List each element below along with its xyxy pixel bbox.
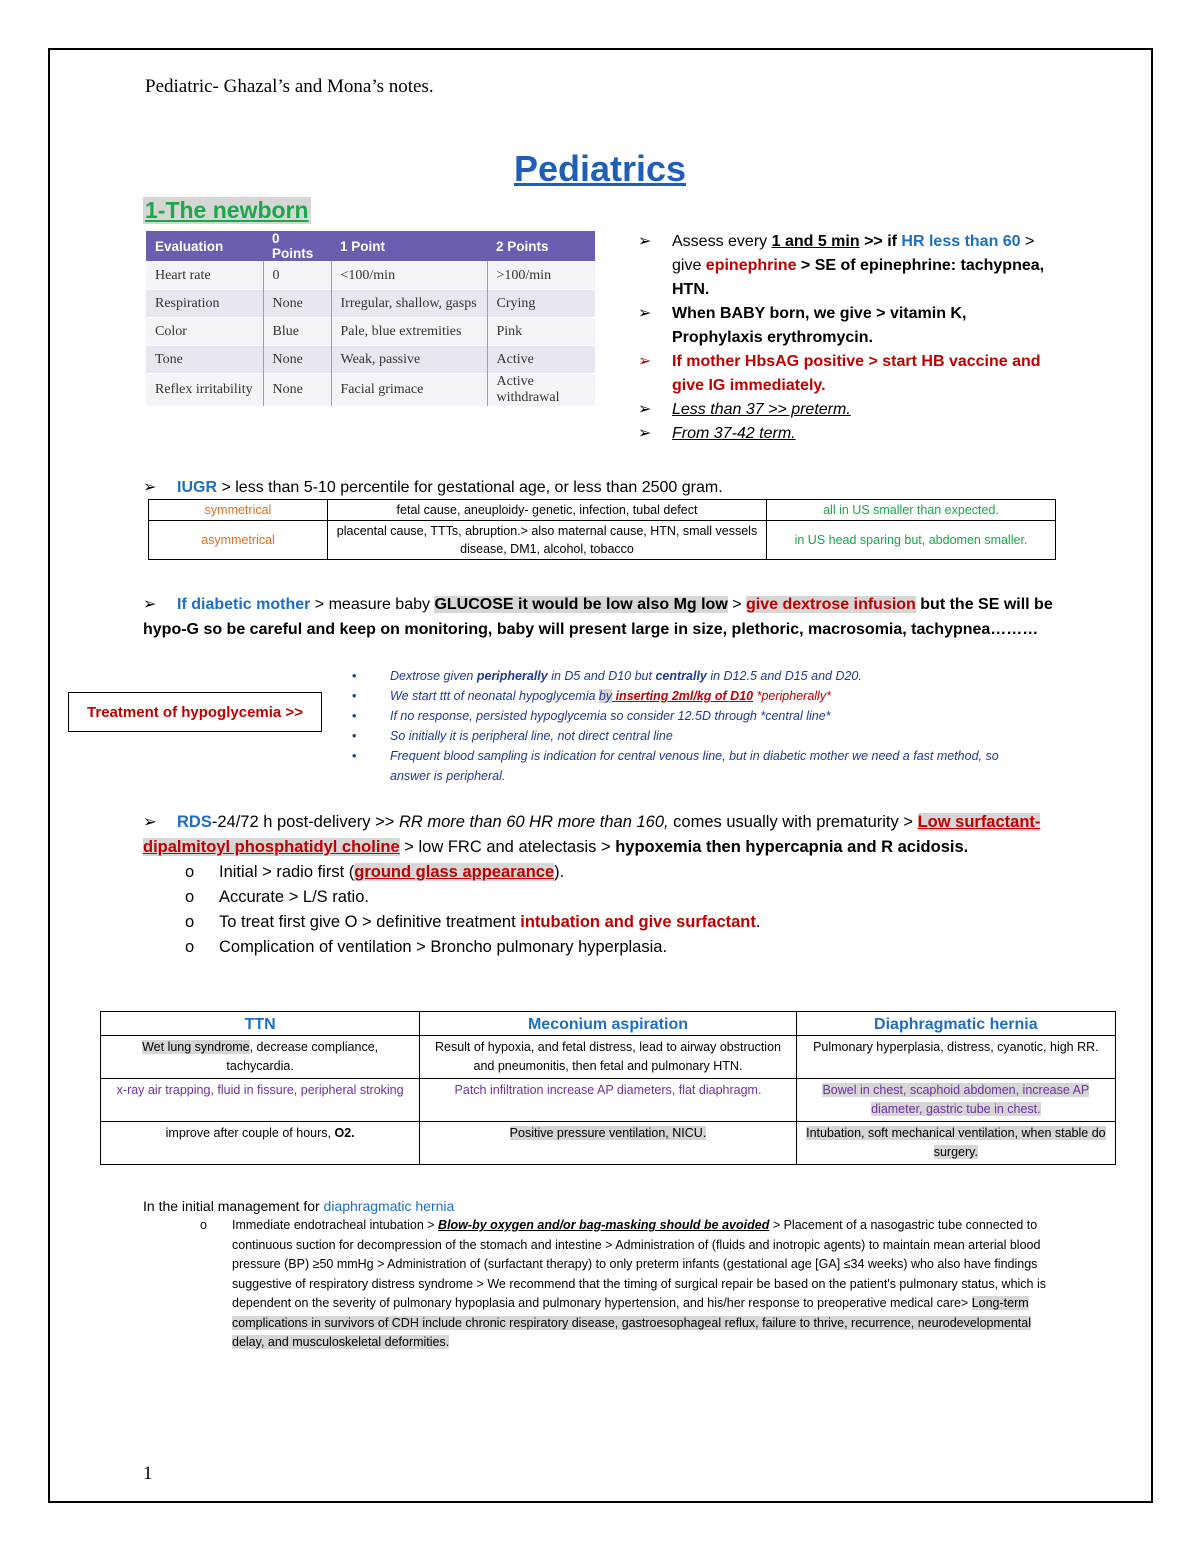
text-run: Low surfactant- dipalmitoyl phosphatidyl choline xyxy=(143,813,1041,856)
text-run: peripherally xyxy=(476,669,548,683)
text-run: > Placement of a nasogastric tube connected to continuous suction for decompression of the stomach and intestine > Administration of (fluids and inotropic agents) to maintain mean arterial blood pressure (BP) ≥50 mmHg > Administration of (surfactant therapy) to only preterm infants (gestational age [GA] ≤34 weeks) who also have findings suggestive of respiratory distress syndrome > We recommend that the timing of surgical repair be based on the patient's pulmonary status, which is dependent on the severity of pulmonary hypoplasia and pulmonary hypertension, and his/her response to preoperative medical care> xyxy=(232,1218,1047,1310)
arrow-bullet-icon: ➢ xyxy=(638,425,652,442)
text-run: inserting 2ml/kg of D10 xyxy=(612,689,754,703)
list-item xyxy=(185,860,1073,885)
arrow-bullet-icon: ➢ xyxy=(638,233,652,250)
text-run: but the SE will be hypo-G so be careful and keep on monitoring, baby will present large in size, plethoric, macrosomia, tachypnea……… xyxy=(143,596,1053,638)
bullet-text: When BABY born, we give > vitamin K, Prophylaxis erythromycin. xyxy=(672,305,967,346)
table-cell xyxy=(420,1122,796,1165)
bullet-text: If mother HbsAG positive > start HB vaccine and give IG immediately. xyxy=(672,353,1041,394)
arrow-bullet-icon: ➢ xyxy=(638,401,652,418)
table-cell: Patch infiltration increase AP diameters, flat diaphragm. xyxy=(420,1079,796,1122)
text-run: hypoxemia then hypercapnia and R acidosis. xyxy=(615,838,969,856)
text-run: 1 and 5 min xyxy=(771,233,860,250)
text-run: Positive pressure ventilation, NICU. xyxy=(509,1126,707,1140)
text-run: diaphragmatic hernia xyxy=(323,1198,455,1214)
circle-bullet-icon: o xyxy=(185,938,195,956)
apgar-cell: Reflex irritability xyxy=(146,374,263,407)
text-run: RR more than 60 HR more than 160, xyxy=(398,813,669,831)
list-item xyxy=(638,302,1058,350)
table-row xyxy=(149,500,1056,521)
list-item xyxy=(352,706,1042,726)
arrow-bullet-icon: ➢ xyxy=(638,353,652,370)
text-run: Initial > radio first ( xyxy=(219,863,355,881)
iugr-cell: placental cause, TTTs, abruption.> also maternal cause, HTN, small vessels disease, DM1, alcohol, tobacco xyxy=(328,521,767,560)
text-run: Bowel in chest, scaphoid abdomen, increase AP diameter, gastric tube in chest. xyxy=(822,1083,1090,1116)
section-heading-newborn: 1-The newborn xyxy=(145,197,309,223)
apgar-cell: Facial grimace xyxy=(331,374,487,407)
text-run: Intubation, soft mechanical ventilation, when stable do surgery. xyxy=(806,1126,1106,1159)
apgar-cell: Active xyxy=(487,346,595,374)
text-run: ground glass appearance xyxy=(354,863,555,881)
list-item xyxy=(185,935,1073,960)
text-run: centrally xyxy=(655,669,707,683)
table-cell xyxy=(101,1036,420,1079)
iugr-cell: all in US smaller than expected. xyxy=(767,500,1056,521)
iugr-label: IUGR xyxy=(177,479,217,496)
bullet-text: From 37-42 term. xyxy=(672,425,796,442)
table-row xyxy=(146,318,595,346)
circle-bullet-icon: o xyxy=(200,1218,207,1232)
text-run: , decrease compliance, tachycardia. xyxy=(226,1040,379,1073)
apgar-cell: None xyxy=(263,374,331,407)
list-text: Accurate > L/S ratio. xyxy=(219,888,369,906)
text-run: > low FRC and atelectasis > xyxy=(399,838,616,856)
apgar-header-row xyxy=(146,231,595,262)
list-text: Frequent blood sampling is indication for central venous line, but in diabetic mother we need a fast method, so answer is peripheral. xyxy=(390,749,999,783)
page-title: Pediatrics xyxy=(513,148,687,189)
text-run: give dextrose infusion xyxy=(746,596,916,613)
diaphragmatic-hernia-intro xyxy=(143,1196,1063,1216)
apgar-header-cell: 1 Point xyxy=(331,231,487,262)
iugr-table xyxy=(148,499,1056,560)
table-cell xyxy=(796,1122,1115,1165)
text-run: Assess every xyxy=(672,233,772,250)
bullet-dot-icon: • xyxy=(352,749,357,763)
list-item xyxy=(352,666,1042,686)
apgar-cell: Irregular, shallow, gasps xyxy=(331,290,487,318)
list-text: Complication of ventilation > Broncho pulmonary hyperplasia. xyxy=(219,938,668,956)
circle-bullet-icon: o xyxy=(185,888,195,906)
table-row xyxy=(149,521,1056,560)
list-text: If no response, persisted hypoglycemia so consider 12.5D through *central line* xyxy=(390,709,831,723)
text-run: intubation and give surfactant xyxy=(520,913,756,931)
apgar-cell: Tone xyxy=(146,346,263,374)
iugr-line xyxy=(143,476,1063,500)
table-header-cell: Diaphragmatic hernia xyxy=(796,1012,1115,1036)
table-row xyxy=(101,1079,1116,1122)
arrow-bullet-icon: ➢ xyxy=(638,305,652,322)
hypoglycemia-list xyxy=(352,666,1042,786)
apgar-cell: <100/min xyxy=(331,262,487,290)
apgar-cell: Color xyxy=(146,318,263,346)
table-header-cell: Meconium aspiration xyxy=(420,1012,796,1036)
text-run: ). xyxy=(554,863,565,881)
list-item xyxy=(352,726,1042,746)
text-run: RDS xyxy=(177,813,212,831)
apgar-header-cell: Evaluation xyxy=(146,231,263,262)
text-run: O2. xyxy=(334,1126,355,1140)
bullet-text: Less than 37 >> preterm. xyxy=(672,401,851,418)
circle-bullet-icon: o xyxy=(185,863,195,881)
bullet-dot-icon: • xyxy=(352,729,357,743)
newborn-bullet-list xyxy=(638,230,1058,446)
list-item xyxy=(638,398,1058,422)
text-run: Long-term complications in survivors of CDH include chronic respiratory disease, gastroesophageal reflux, failure to thrive, recurrence, neurodevelopmental delay, and musculoskeletal deformities. xyxy=(232,1296,1031,1349)
text-run: We start ttt of neonatal hypoglycemia xyxy=(390,689,599,703)
iugr-cell: symmetrical xyxy=(149,500,328,521)
arrow-bullet-icon: ➢ xyxy=(143,596,157,613)
apgar-table xyxy=(146,231,595,406)
iugr-cell: in US head sparing but, abdomen smaller. xyxy=(767,521,1056,560)
text-run: -24/72 h post-delivery >> xyxy=(211,813,399,831)
table-row xyxy=(146,262,595,290)
text-run: GLUCOSE it would be low also Mg low xyxy=(434,596,728,613)
text-run: In the initial management for xyxy=(143,1198,324,1214)
bullet-text xyxy=(672,230,1058,302)
iugr-text: > less than 5-10 percentile for gestational age, or less than 2500 gram. xyxy=(217,479,723,496)
text-run: > xyxy=(727,596,747,613)
text-run: Wet lung syndrome xyxy=(142,1040,250,1054)
apgar-cell: Blue xyxy=(263,318,331,346)
bullet-dot-icon: • xyxy=(352,689,357,703)
circle-bullet-icon: o xyxy=(185,913,195,931)
table-row xyxy=(146,374,595,407)
text-run: in D5 and D10 but xyxy=(547,669,656,683)
table-cell xyxy=(101,1122,420,1165)
list-item xyxy=(638,422,1058,446)
list-item xyxy=(185,885,1073,910)
list-text xyxy=(390,666,862,686)
apgar-cell: 0 xyxy=(263,262,331,290)
diaphragmatic-hernia-management xyxy=(200,1216,1055,1353)
apgar-cell: Pink xyxy=(487,318,595,346)
apgar-cell: >100/min xyxy=(487,262,595,290)
apgar-header-cell: 0 Points xyxy=(263,231,331,262)
apgar-cell: Pale, blue extremities xyxy=(331,318,487,346)
text-run: >> if xyxy=(859,233,902,250)
text-run: If diabetic mother xyxy=(177,596,311,613)
rds-paragraph xyxy=(143,810,1073,860)
text-run: > SE of epinephrine: tachypnea, HTN. xyxy=(672,257,1045,298)
diabetic-mother-paragraph xyxy=(143,592,1063,642)
text-run: by xyxy=(598,689,613,703)
table-header-row xyxy=(101,1012,1116,1036)
list-item xyxy=(638,230,1058,302)
list-text xyxy=(390,686,831,706)
text-run: . xyxy=(755,913,761,931)
list-item xyxy=(352,746,1042,786)
text-run: improve after couple of hours, xyxy=(165,1126,335,1140)
neonatal-lung-table xyxy=(100,1011,1116,1165)
apgar-cell: Heart rate xyxy=(146,262,263,290)
apgar-cell: None xyxy=(263,290,331,318)
bullet-dot-icon: • xyxy=(352,669,357,683)
apgar-cell: Crying xyxy=(487,290,595,318)
table-row xyxy=(101,1036,1116,1079)
list-text: So initially it is peripheral line, not direct central line xyxy=(390,729,673,743)
list-text xyxy=(232,1216,1055,1353)
text-run: comes usually with prematurity > xyxy=(668,813,918,831)
table-cell: Result of hypoxia, and fetal distress, lead to airway obstruction and pneumonitis, then fetal and pulmonary HTN. xyxy=(420,1036,796,1079)
list-item xyxy=(638,350,1058,398)
arrow-bullet-icon: ➢ xyxy=(143,813,157,831)
rds-section xyxy=(143,810,1073,960)
text-run: in D12.5 and D15 and D20. xyxy=(706,669,862,683)
table-header-cell: TTN xyxy=(101,1012,420,1036)
apgar-cell: None xyxy=(263,346,331,374)
list-item xyxy=(185,910,1073,935)
apgar-header-cell: 2 Points xyxy=(487,231,595,262)
bullet-dot-icon: • xyxy=(352,709,357,723)
iugr-cell: asymmetrical xyxy=(149,521,328,560)
list-item xyxy=(352,686,1042,706)
table-cell xyxy=(796,1079,1115,1122)
arrow-bullet-icon: ➢ xyxy=(143,479,157,496)
text-run: To treat first give O > definitive treatment xyxy=(219,913,521,931)
list-text xyxy=(219,910,760,935)
text-run: > measure baby xyxy=(310,596,435,613)
text-run: Immediate endotracheal intubation > xyxy=(232,1218,439,1232)
apgar-cell: Active withdrawal xyxy=(487,374,595,407)
page-number: 1 xyxy=(143,1463,153,1484)
text-run: Blow-by oxygen and/or bag-masking should be avoided xyxy=(438,1218,770,1232)
text-run: epinephrine xyxy=(705,257,797,274)
hypoglycemia-treatment-box: Treatment of hypoglycemia >> xyxy=(68,692,322,732)
table-cell: x-ray air trapping, fluid in fissure, peripheral stroking xyxy=(101,1079,420,1122)
text-run: *peripherally* xyxy=(753,689,831,703)
apgar-cell: Respiration xyxy=(146,290,263,318)
apgar-cell: Weak, passive xyxy=(331,346,487,374)
text-run: HR less than 60 xyxy=(901,233,1021,250)
iugr-cell: fetal cause, aneuploidy- genetic, infection, tubal defect xyxy=(328,500,767,521)
table-row xyxy=(146,290,595,318)
table-row xyxy=(146,346,595,374)
text-run: Dextrose given xyxy=(390,669,477,683)
text-run: > give xyxy=(672,233,1035,274)
list-text xyxy=(219,860,564,885)
table-cell: Pulmonary hyperplasia, distress, cyanotic, high RR. xyxy=(796,1036,1115,1079)
page-header: Pediatric- Ghazal’s and Mona’s notes. xyxy=(145,76,434,97)
table-row xyxy=(101,1122,1116,1165)
